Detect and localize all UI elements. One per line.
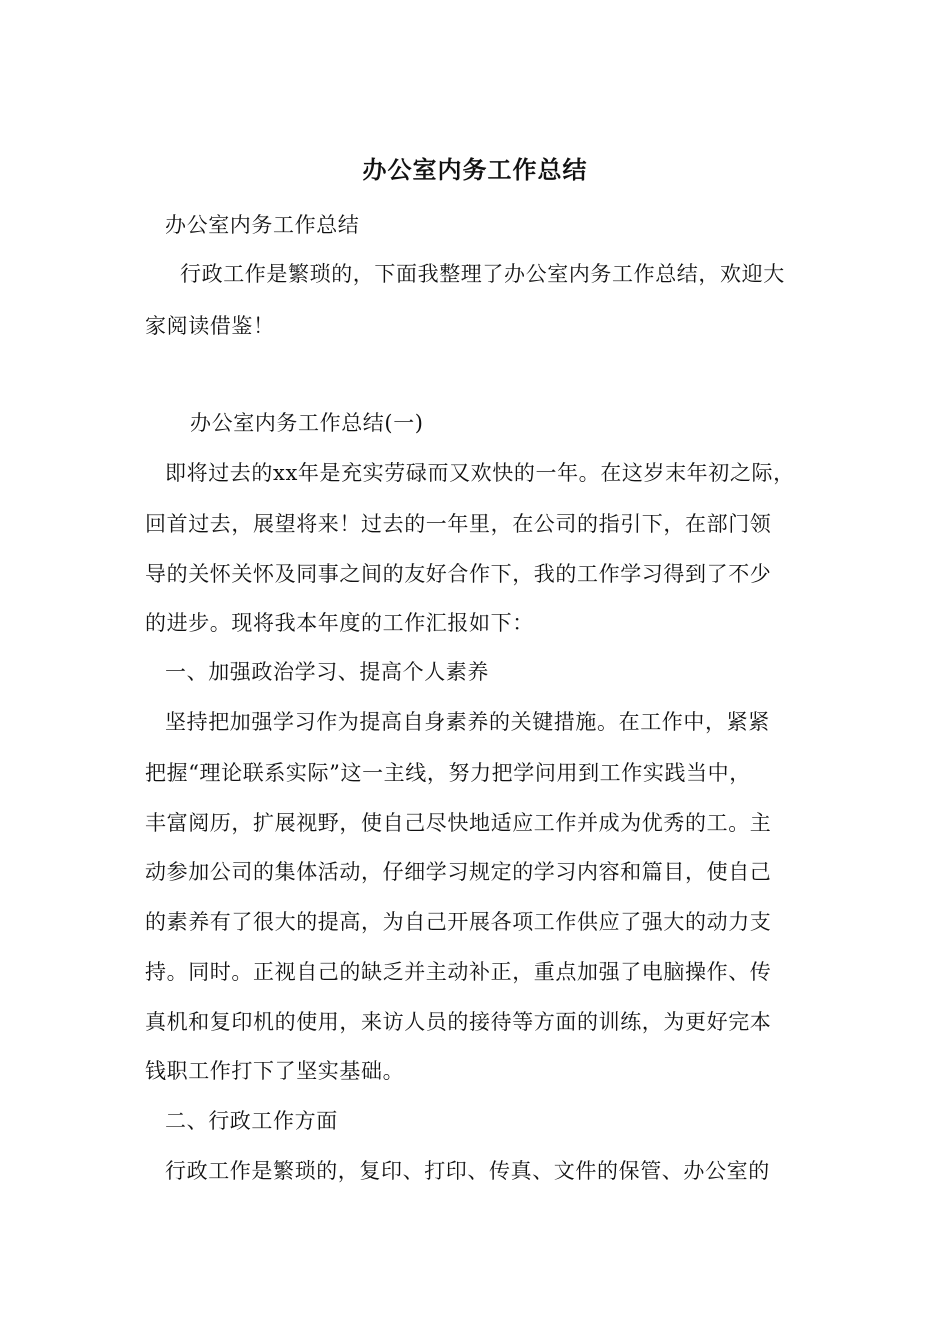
paragraph-line: 丰富阅历，扩展视野，使自己尽快地适应工作并成为优秀的工。主 <box>145 811 772 835</box>
paragraph-line: 把握“理论联系实际”这一主线，努力把学问用到工作实践当中， <box>145 761 751 785</box>
paragraph-line: 导的关怀关怀及同事之间的友好合作下，我的工作学习得到了不少 <box>145 562 772 586</box>
paragraph-line: 坚持把加强学习作为提高自身素养的关键措施。在工作中，紧紧 <box>165 710 770 734</box>
intro-line: 家阅读借鉴！ <box>145 314 275 338</box>
paragraph-line: 真机和复印机的使用，来访人员的接待等方面的训练，为更好完本 <box>145 1010 772 1034</box>
document-title: 办公室内务工作总结 <box>362 155 588 184</box>
paragraph-line: 的素养有了很大的提高，为自己开展各项工作供应了强大的动力支 <box>145 910 772 934</box>
section-heading: 一、加强政治学习、提高个人素养 <box>165 660 489 684</box>
paragraph-line: 动参加公司的集体活动，仔细学习规定的学习内容和篇目，使自己 <box>145 860 772 884</box>
intro-line: 行政工作是繁琐的，下面我整理了办公室内务工作总结，欢迎大 <box>180 262 785 286</box>
section-heading: 办公室内务工作总结(一) <box>190 411 424 435</box>
paragraph-line: 即将过去的xx年是充实劳碌而又欢快的一年。在这岁末年初之际， <box>165 461 795 485</box>
paragraph-line: 的进步。现将我本年度的工作汇报如下： <box>145 611 534 635</box>
paragraph-line: 持。同时。正视自己的缺乏并主动补正，重点加强了电脑操作、传 <box>145 960 772 984</box>
paragraph-line: 钱职工作打下了坚实基础。 <box>145 1059 405 1083</box>
subtitle-line: 办公室内务工作总结 <box>165 213 360 237</box>
paragraph-line: 回首过去，展望将来！过去的一年里，在公司的指引下，在部门领 <box>145 512 772 536</box>
section-heading: 二、行政工作方面 <box>165 1109 338 1133</box>
paragraph-line: 行政工作是繁琐的，复印、打印、传真、文件的保管、办公室的 <box>165 1159 770 1183</box>
